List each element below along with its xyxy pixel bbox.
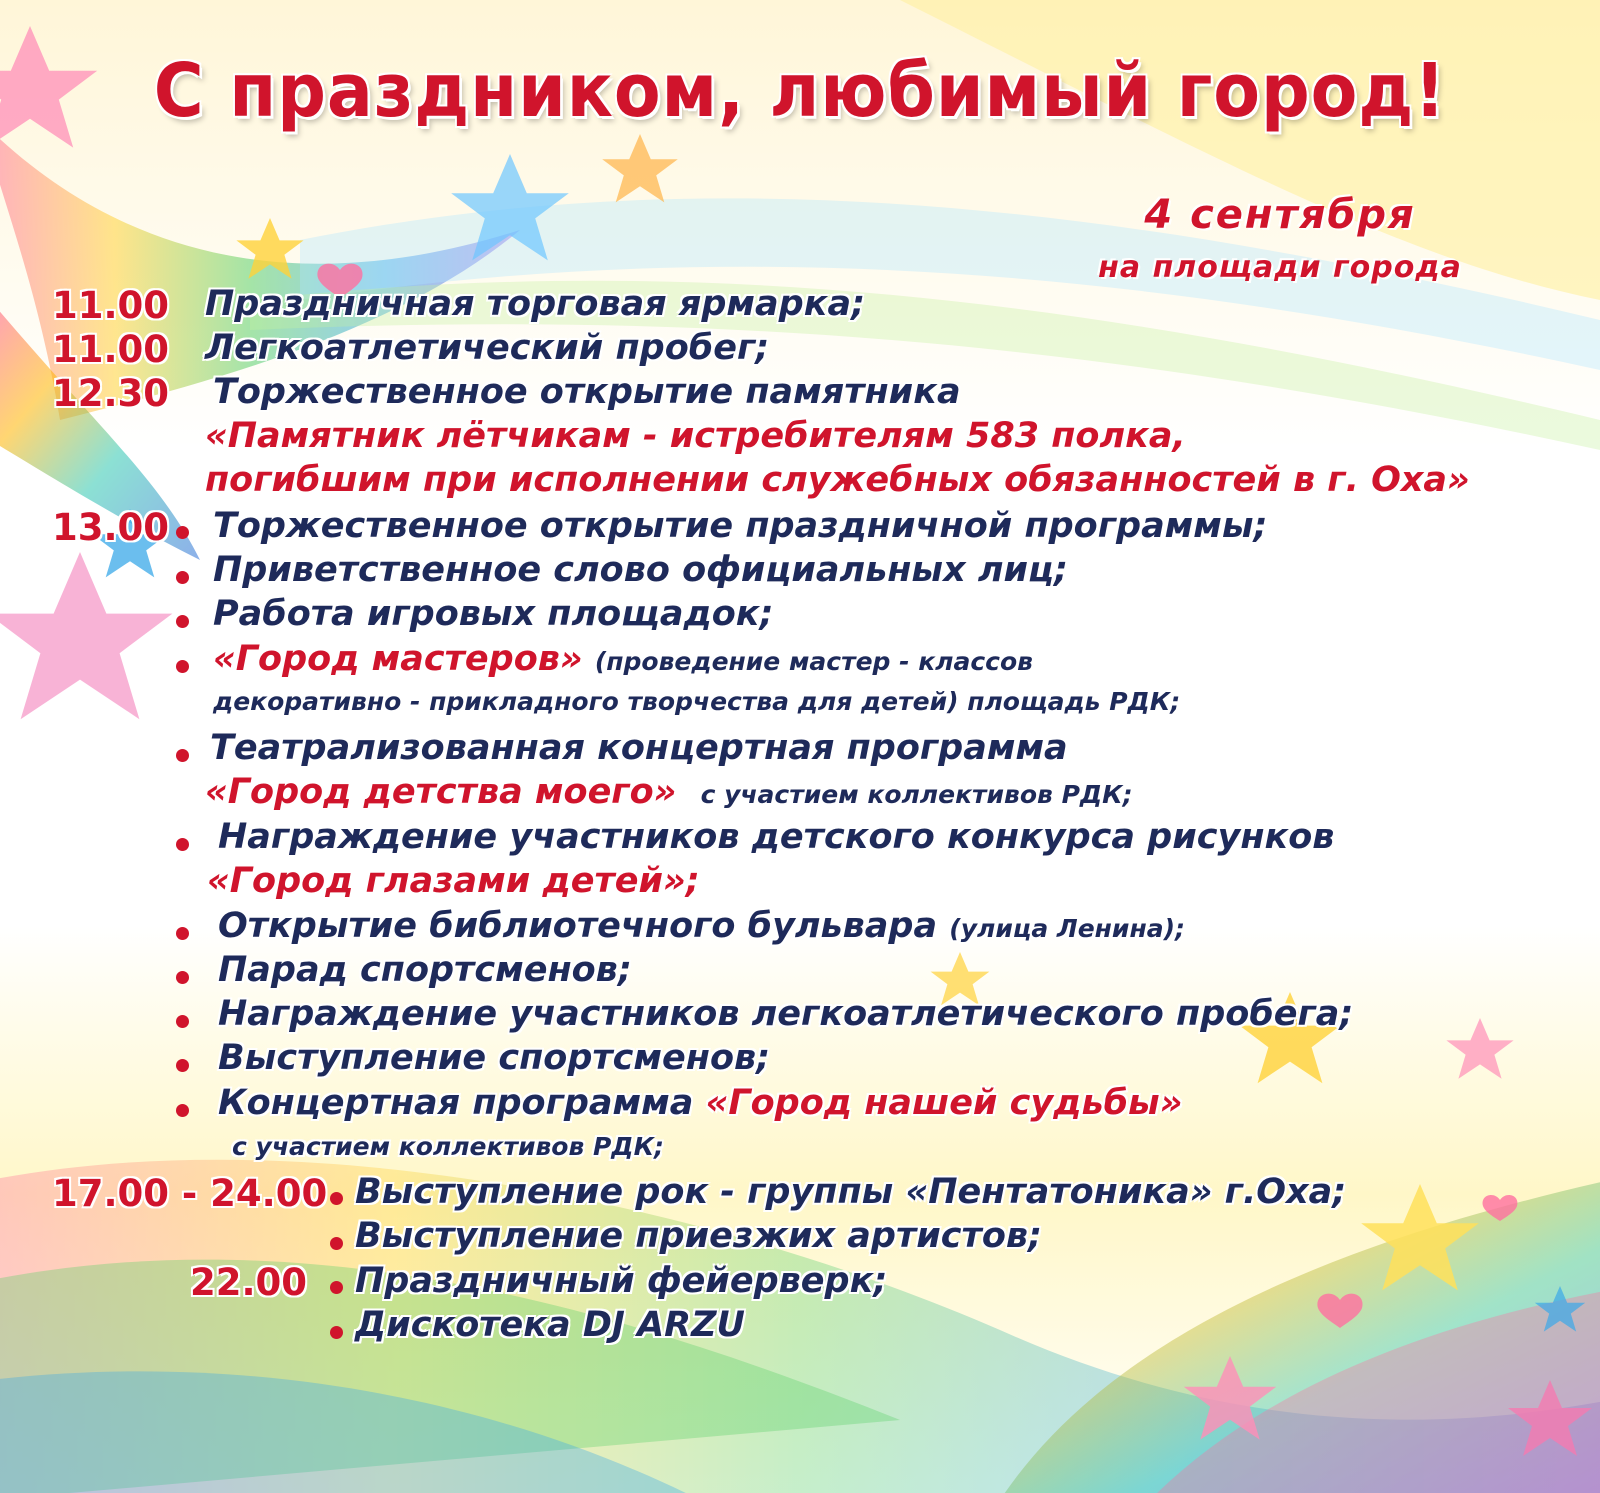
bullet-icon xyxy=(176,660,189,673)
star-icon xyxy=(602,134,678,202)
schedule-item: Работа игровых площадок; xyxy=(213,594,774,634)
bullet-icon xyxy=(330,1281,343,1294)
schedule-item: Торжественное открытие памятника xyxy=(213,372,961,412)
schedule-item: Выступление рок - группы «Пентатоника» г.Оха; xyxy=(355,1172,1347,1212)
event-title: «Город глазами детей»; xyxy=(207,861,700,901)
event-text: Открытие библиотечного бульвара xyxy=(218,906,938,946)
event-place: на площади города xyxy=(1098,250,1462,285)
event-note: с участием коллективов РДК; xyxy=(700,780,1133,809)
event-date: 4 сентября xyxy=(1144,192,1416,238)
bullet-icon xyxy=(176,1059,189,1072)
time-label: 11.00 xyxy=(52,284,170,327)
star-icon xyxy=(0,552,172,719)
schedule-item: Праздничный фейерверк; xyxy=(355,1261,888,1301)
schedule-item: Награждение участников легкоатлетического пробега; xyxy=(218,994,1354,1034)
time-label: 12.30 xyxy=(52,372,170,415)
schedule-item: Дискотека DJ ARZU xyxy=(355,1305,745,1345)
event-title: «Город мастеров» xyxy=(213,639,583,679)
schedule-item: Легкоатлетический пробег; xyxy=(205,328,770,368)
event-title: «Город нашей судьбы» xyxy=(705,1083,1183,1123)
event-title: «Город детства моего» xyxy=(205,772,677,812)
schedule-item: Выступление приезжих артистов; xyxy=(355,1216,1043,1256)
bullet-icon xyxy=(176,1015,189,1028)
bullet-icon xyxy=(176,1104,189,1117)
time-label: 13.00 xyxy=(52,506,170,549)
schedule-item: Торжественное открытие праздничной программы; xyxy=(213,506,1268,546)
bullet-icon xyxy=(330,1192,343,1205)
time-label: 11.00 xyxy=(52,328,170,371)
bullet-icon xyxy=(176,526,189,539)
schedule-item xyxy=(218,906,1185,946)
bullet-icon xyxy=(176,615,189,628)
bullet-icon xyxy=(330,1326,343,1339)
poster-title: С праздником, любимый город! xyxy=(153,48,1447,134)
event-note: (проведение мастер - классов xyxy=(594,647,1033,676)
schedule-item: Театрализованная концертная программа xyxy=(210,728,1068,768)
schedule-item-continued xyxy=(205,772,1133,812)
bullet-icon xyxy=(176,927,189,940)
time-label: 22.00 xyxy=(190,1261,308,1304)
schedule-item xyxy=(218,1083,1182,1123)
bullet-icon xyxy=(176,571,189,584)
bullet-icon xyxy=(330,1237,343,1250)
monument-title-line-1: «Памятник лётчикам - истребителям 583 полка, xyxy=(205,416,1186,456)
schedule-item: Парад спортсменов; xyxy=(218,950,632,990)
schedule-item: Праздничная торговая ярмарка; xyxy=(205,284,866,324)
event-note: декоративно - прикладного творчества для детей) площадь РДК; xyxy=(213,687,1181,716)
schedule-item: Выступление спортсменов; xyxy=(218,1038,771,1078)
schedule-item: Приветственное слово официальных лиц; xyxy=(213,550,1068,590)
event-note: с участием коллективов РДК; xyxy=(232,1132,665,1161)
event-text: Концертная программа xyxy=(218,1083,694,1123)
bullet-icon xyxy=(176,971,189,984)
monument-title-line-2: погибшим при исполнении служебных обязанностей в г. Оха» xyxy=(205,460,1470,500)
star-icon xyxy=(1446,1018,1513,1079)
time-label: 17.00 - 24.00 xyxy=(52,1172,328,1215)
event-note: (улица Ленина); xyxy=(949,914,1186,943)
bullet-icon xyxy=(176,838,189,851)
bullet-icon xyxy=(176,749,189,762)
schedule-item xyxy=(213,639,1033,679)
schedule-item: Награждение участников детского конкурса рисунков xyxy=(218,817,1335,857)
